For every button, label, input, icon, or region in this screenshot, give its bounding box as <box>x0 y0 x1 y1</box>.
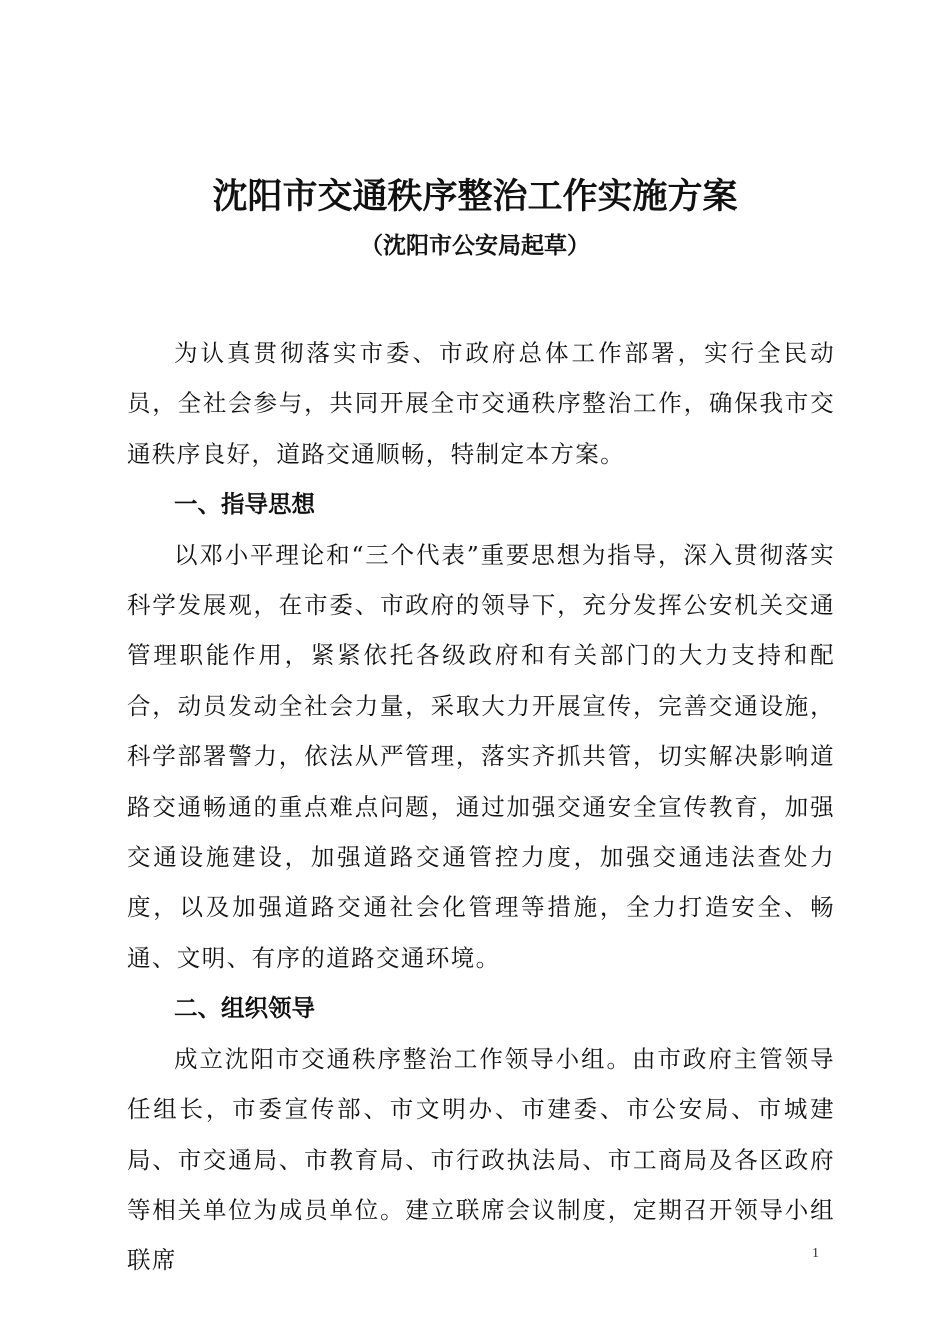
section-paragraph-organization-leadership: 成立沈阳市交通秩序整治工作领导小组。由市政府主管领导任组长，市委宣传部、市文明办、市建委、市公安局、市城建局、市交通局、市教育局、市行政执法局、市工商局及各区政府等相关单位为成员单位。建立联席会议制度，定期召开领导小组联席 <box>127 1044 835 1275</box>
intro-paragraph: 为认真贯彻落实市委、市政府总体工作部署，实行全民动员，全社会参与，共同开展全市交通秩序整治工作，确保我市交通秩序良好，道路交通顺畅，特制定本方案。 <box>127 339 835 468</box>
section-heading-guiding-ideology: 一、指导思想 <box>174 490 315 519</box>
section-paragraph-guiding-ideology: 以邓小平理论和“三个代表”重要思想为指导，深入贯彻落实科学发展观，在市委、市政府的领导下，充分发挥公安机关交通管理职能作用，紧紧依托各级政府和有关部门的大力支持和配合，动员发动全社会力量，采取大力开展宣传，完善交通设施，科学部署警力，依法从严管理，落实齐抓共管，切实解决影响道路交通畅通的重点难点问题，通过加强交通安全宣传教育，加强交通设施建设，加强道路交通管控力度，加强交通违法查处力度，以及加强道路交通社会化管理等措施，全力打造安全、畅通、文明、有序的道路交通环境。 <box>127 540 835 972</box>
document-subtitle: （沈阳市公安局起草） <box>360 232 590 259</box>
page-number: 1 <box>812 1246 819 1261</box>
document-body <box>127 328 835 1286</box>
section-heading-organization-leadership: 二、组织领导 <box>174 994 315 1023</box>
document-title: 沈阳市交通秩序整治工作实施方案 <box>212 176 738 217</box>
